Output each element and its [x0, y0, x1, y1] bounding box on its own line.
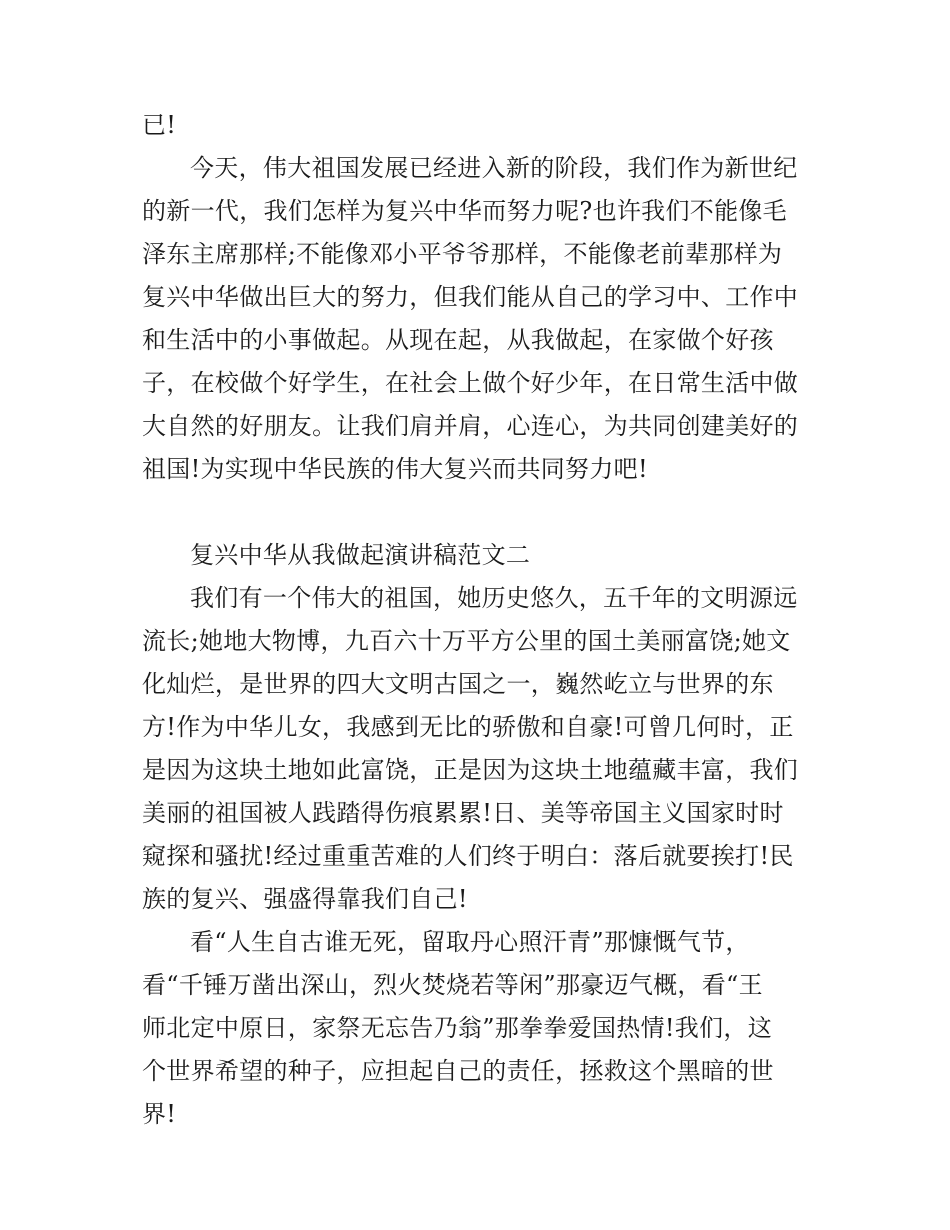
document-page: [142, 104, 812, 1136]
text-line: 流长;她地大物博，九百六十万平方公里的国土美丽富饶;她文: [142, 627, 791, 655]
text-line: 化灿烂，是世界的四大文明古国之一，巍然屹立与世界的东: [142, 670, 774, 698]
text-line: 我们有一个伟大的祖国，她历史悠久，五千年的文明源远: [190, 584, 798, 612]
text-line: 族的复兴、强盛得靠我们自己!: [142, 885, 468, 913]
text-line: 美丽的祖国被人践踏得伤痕累累!日、美等帝国主义国家时时: [142, 799, 784, 827]
text-line: 看“人生自古谁无死，留取丹心照汗青”那慷慨气节，: [190, 928, 750, 956]
text-line: 泽东主席那样;不能像邓小平爷爷那样，不能像老前辈那样为: [142, 240, 783, 268]
text-line: 复兴中华做出巨大的努力，但我们能从自己的学习中、工作中: [142, 283, 799, 311]
text-line: 窥探和骚扰!经过重重苦难的人们终于明白：落后就要挨打!民: [142, 842, 794, 870]
paragraph: [142, 577, 812, 921]
text-line: 祖国!为实现中华民族的伟大复兴而共同努力吧!: [142, 455, 648, 483]
text-line: 的新一代，我们怎样为复兴中华而努力呢?也许我们不能像毛: [142, 197, 787, 225]
text-line: 今天，伟大祖国发展已经进入新的阶段，我们作为新世纪: [190, 154, 798, 182]
text-line: 师北定中原日，家祭无忘告乃翁”那拳拳爱国热情!我们，这: [142, 1014, 773, 1042]
text-line: 是因为这块土地如此富饶，正是因为这块土地蕴藏丰富，我们: [142, 756, 799, 784]
text-line: 子，在校做个好学生，在社会上做个好少年，在日常生活中做: [142, 369, 799, 397]
text-line: 界!: [142, 1100, 177, 1128]
text-line: 看“千锤万凿出深山，烈火焚烧若等闲”那豪迈气概，看“王: [142, 971, 763, 999]
section-title: 复兴中华从我做起演讲稿范文二: [190, 541, 531, 569]
text-line: 和生活中的小事做起。从现在起，从我做起，在家做个好孩: [142, 326, 774, 354]
paragraph: [142, 921, 812, 1136]
text-line: 个世界希望的种子，应担起自己的责任，拯救这个黑暗的世: [142, 1057, 774, 1085]
text-line: 已!: [142, 111, 177, 139]
paragraph-spacer: [142, 491, 812, 534]
text-line: 方!作为中华儿女，我感到无比的骄傲和自豪!可曾几何时，正: [142, 713, 794, 741]
paragraph: [142, 147, 812, 491]
text-line: 大自然的好朋友。让我们肩并肩，心连心，为共同创建美好的: [142, 412, 799, 440]
paragraph: [142, 104, 812, 147]
